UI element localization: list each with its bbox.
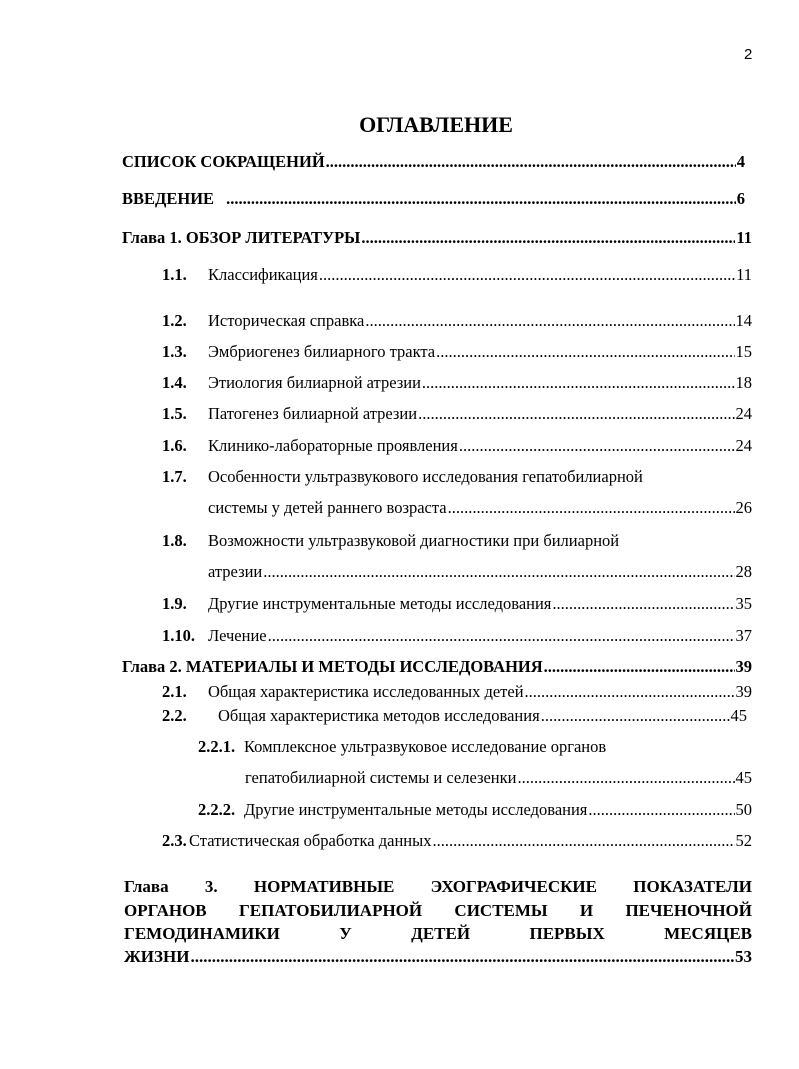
dot-leader: [365, 311, 734, 331]
toc-entry-1-1[interactable]: [162, 265, 752, 285]
entry-page: 15: [735, 342, 752, 361]
toc-entry-1-7[interactable]: [162, 467, 752, 487]
entry-text: Патогенез билиарной атрезии: [208, 404, 418, 423]
page-title: ОГЛАВЛЕНИЕ: [359, 112, 513, 137]
toc-entry-2-1[interactable]: [162, 682, 752, 702]
entry-page: 52: [735, 831, 752, 850]
entry-number: 1.1.: [162, 265, 187, 284]
toc-entry-abbreviations[interactable]: [122, 152, 745, 172]
dot-leader: [459, 436, 735, 456]
entry-page: 18: [735, 373, 752, 392]
entry-text: ВВЕДЕНИЕ: [122, 189, 215, 208]
dot-leader: [326, 152, 736, 172]
toc-entry-2-2[interactable]: [162, 706, 747, 726]
toc-entry-1-3[interactable]: [162, 342, 752, 362]
entry-text: СПИСОК СОКРАЩЕНИЙ: [122, 152, 325, 171]
entry-text: Глава 2. МАТЕРИАЛЫ И МЕТОДЫ ИССЛЕДОВАНИЯ: [122, 657, 543, 676]
entry-number: 1.10.: [162, 626, 195, 645]
entry-text: Другие инструментальные методы исследования: [244, 800, 588, 819]
dot-leader: [422, 373, 735, 393]
entry-number: 1.6.: [162, 436, 187, 455]
toc-entry-2-2-2[interactable]: [198, 800, 752, 820]
entry-number: 1.2.: [162, 311, 187, 330]
entry-text: Возможности ультразвуковой диагностики при билиарной: [208, 531, 620, 550]
entry-text: Классификация: [208, 265, 318, 284]
toc-chapter-3-line-4[interactable]: [124, 946, 752, 968]
entry-number: 1.3.: [162, 342, 187, 361]
toc-chapter-3-line-2[interactable]: ОРГАНОВ ГЕПАТОБИЛИАРНОЙ СИСТЕМЫ И ПЕЧЕНОЧНОЙ: [124, 901, 752, 920]
toc-entry-1-8[interactable]: [162, 531, 752, 551]
toc-entry-1-6[interactable]: [162, 436, 752, 456]
toc-entry-1-2[interactable]: [162, 311, 752, 331]
dot-leader: [418, 404, 734, 424]
entry-number: 2.2.2.: [198, 800, 236, 819]
entry-page: 24: [735, 436, 752, 455]
entry-page: 39: [735, 657, 752, 676]
toc-entry-1-8-continuation[interactable]: [208, 562, 752, 582]
entry-number: 1.4.: [162, 373, 187, 392]
dot-leader: [432, 831, 734, 851]
toc-entry-1-5[interactable]: [162, 404, 752, 424]
entry-text: Этиология билиарной атрезии: [208, 373, 421, 392]
entry-number: 1.5.: [162, 404, 187, 423]
entry-text: Общая характеристика методов исследования: [218, 706, 540, 725]
dot-leader: [436, 342, 734, 362]
toc-entry-1-7-continuation[interactable]: [208, 498, 752, 518]
toc-entry-chapter-1[interactable]: [122, 228, 752, 248]
toc-entry-2-3[interactable]: [162, 831, 752, 851]
dot-leader: [544, 657, 735, 677]
entry-text: Историческая справка: [208, 311, 365, 330]
dot-leader: [588, 800, 734, 820]
entry-text: Глава 1. ОБЗОР ЛИТЕРАТУРЫ: [122, 228, 361, 247]
entry-text-cont: системы у детей раннего возраста: [208, 498, 447, 517]
dot-leader: [263, 562, 734, 582]
entry-text: Статистическая обработка данных: [189, 831, 432, 850]
entry-page: 37: [735, 626, 752, 645]
dot-leader: [190, 946, 734, 968]
entry-number: 1.7.: [162, 467, 187, 486]
entry-page: 28: [735, 562, 752, 581]
entry-page: 45: [730, 706, 747, 725]
entry-number: 1.8.: [162, 531, 187, 550]
entry-text: Эмбриогенез билиарного тракта: [208, 342, 436, 361]
entry-page: 50: [735, 800, 752, 819]
entry-text: Особенности ультразвукового исследования гепатобилиарной: [208, 467, 643, 486]
entry-number: 2.2.: [162, 706, 187, 725]
entry-text: Общая характеристика исследованных детей: [208, 682, 524, 701]
toc-entry-introduction[interactable]: [122, 189, 745, 209]
entry-text-cont: атрезии: [208, 562, 263, 581]
entry-page: 45: [735, 768, 752, 787]
entry-page: 4: [736, 152, 745, 171]
entry-page: 53: [735, 947, 752, 966]
entry-number: 2.2.1.: [198, 737, 236, 756]
entry-page: 6: [736, 189, 745, 208]
entry-text: Другие инструментальные методы исследования: [208, 594, 552, 613]
entry-text: Клинико-лабораторные проявления: [208, 436, 458, 455]
entry-text: ЖИЗНИ: [124, 947, 190, 966]
entry-page: 14: [735, 311, 752, 330]
toc-entry-1-4[interactable]: [162, 373, 752, 393]
entry-number: 2.3.: [162, 831, 187, 850]
entry-page: 35: [735, 594, 752, 613]
entry-text: Комплексное ультразвуковое исследование органов: [244, 737, 607, 756]
toc-entry-chapter-2[interactable]: [122, 657, 752, 677]
entry-page: 11: [736, 265, 752, 284]
toc-chapter-3-line-1[interactable]: Глава 3. НОРМАТИВНЫЕ ЭХОГРАФИЧЕСКИЕ ПОКАЗАТЕЛИ: [124, 877, 752, 896]
entry-text-cont: гепатобилиарной системы и селезенки: [245, 768, 517, 787]
dot-leader: [226, 189, 736, 209]
toc-entry-2-2-1-continuation[interactable]: [245, 768, 752, 788]
entry-page: 11: [736, 228, 752, 247]
dot-leader: [541, 706, 730, 726]
toc-entry-1-9[interactable]: [162, 594, 752, 614]
dot-leader: [525, 682, 735, 702]
entry-text: Лечение: [208, 626, 267, 645]
entry-number: 1.9.: [162, 594, 187, 613]
dot-leader: [268, 626, 735, 646]
toc-entry-2-2-1[interactable]: [198, 737, 752, 757]
dot-leader: [361, 228, 735, 248]
page-number: 2: [744, 46, 753, 63]
entry-number: 2.1.: [162, 682, 187, 701]
dot-leader: [448, 498, 735, 518]
entry-page: 26: [735, 498, 752, 517]
toc-chapter-3-line-3[interactable]: ГЕМОДИНАМИКИ У ДЕТЕЙ ПЕРВЫХ МЕСЯЦЕВ: [124, 924, 752, 943]
dot-leader: [552, 594, 734, 614]
entry-page: 24: [735, 404, 752, 423]
entry-page: 39: [735, 682, 752, 701]
toc-entry-1-10[interactable]: [162, 626, 752, 646]
dot-leader: [518, 768, 735, 788]
dot-leader: [319, 265, 735, 285]
